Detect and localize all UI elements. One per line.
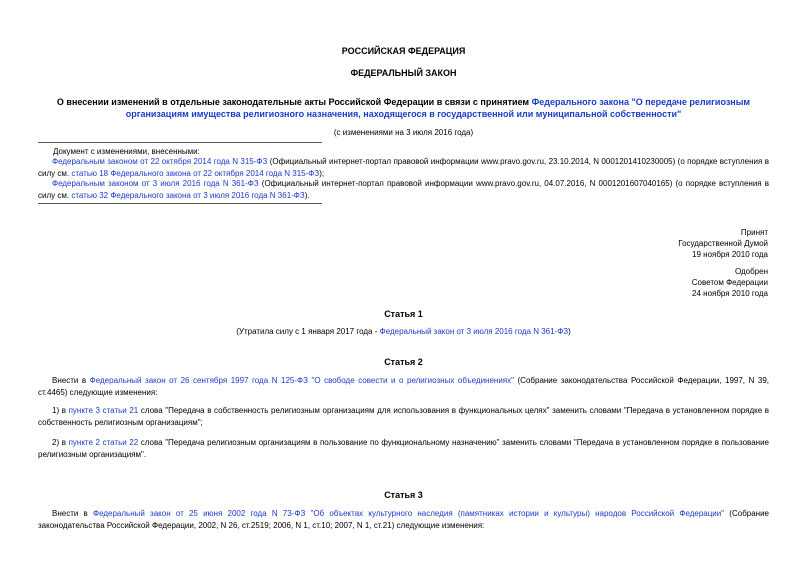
article-3-heading: Статья 3: [384, 490, 423, 500]
duma-date: 19 ноября 2010 года: [692, 250, 768, 259]
change-text-1: (Официальный интернет-портал правовой информации www.pravo.gov.ru, 23.10.2014, N 0001201410230005) (о порядке вступления в силу см.: [38, 157, 769, 178]
article-2-item-2-b: слова "Передача религиозным организациям в пользование по функциональному назначению" заменить словами "Передача в установленном порядке в пользование религиозным организациям".: [38, 438, 770, 459]
article-2-item-1-link[interactable]: пункте 3 статьи 21: [68, 406, 139, 415]
changes-item-2: [38, 178, 769, 202]
title-law-link[interactable]: Федерального закона "О передаче религиозным организациям имущества религиозного назначения, находящегося в государственной или муниципальной собственности": [125, 97, 751, 119]
article-2-item-2-link[interactable]: пункте 2 статьи 22: [68, 438, 139, 447]
accepted-label: Принят: [740, 228, 768, 237]
change-article-link-2[interactable]: статью 32 Федерального закона от 3 июля 2016 года N 361-ФЗ: [71, 191, 305, 200]
article-2-item-2: [38, 437, 769, 461]
article-1-note: (Утратила силу с 1 января 2017 года -: [236, 327, 380, 336]
change-text-2: (Официальный интернет-портал правовой информации www.pravo.gov.ru, 04.07.2016, N 0001201607040165) (о порядке вступления в силу см.: [38, 179, 769, 200]
country-heading: РОССИЙСКАЯ ФЕДЕРАЦИЯ: [341, 46, 466, 56]
changes-top-rule: [38, 142, 322, 143]
adoption-block: [678, 227, 768, 260]
change-law-link-1[interactable]: Федеральным законом от 22 октября 2014 года N 315-ФЗ: [52, 157, 268, 166]
change-law-link-2[interactable]: Федеральным законом от 3 июля 2016 года N 361-ФЗ: [52, 179, 259, 188]
article-3-intro-a: Внести в: [52, 509, 93, 518]
article-3-intro: [38, 508, 769, 532]
changes-item-1: [38, 156, 769, 180]
article-1-law-link[interactable]: Федеральный закон от 3 июля 2016 года N 361-ФЗ: [379, 327, 569, 336]
article-1-note-end: ): [568, 327, 571, 336]
change-article-link-1[interactable]: статью 18 Федерального закона от 22 октября 2014 года N 315-ФЗ: [71, 169, 320, 178]
duma-label: Государственной Думой: [678, 239, 768, 248]
article-2-item-1-b: слова "Передача в собственность религиозным организациям для использования в функциональных целях" заменить словами "Передача в установленном порядке в собственность религиозным организациям";: [38, 406, 770, 427]
article-2-law-link[interactable]: Федеральный закон от 26 сентября 1997 года N 125-ФЗ "О свободе совести и о религиозных объединениях": [89, 376, 514, 385]
article-2-item-1-a: 1) в: [52, 406, 69, 415]
changes-heading: Документ с изменениями, внесенными:: [53, 147, 200, 156]
article-2-item-1: [38, 405, 769, 429]
article-2-intro: [38, 375, 769, 399]
title-text: О внесении изменений в отдельные законодательные акты Российской Федерации в связи с принятием: [56, 97, 532, 107]
article-1-heading: Статья 1: [384, 309, 423, 319]
change-end-1: );: [319, 169, 325, 178]
approved-label: Одобрен: [734, 267, 768, 276]
document-title: [50, 96, 757, 120]
changes-bottom-rule: [38, 203, 322, 204]
article-2-intro-a: Внести в: [52, 376, 90, 385]
council-label: Советом Федерации: [691, 278, 768, 287]
article-2-item-2-a: 2) в: [52, 438, 69, 447]
approval-block: [692, 266, 768, 299]
article-2-heading: Статья 2: [384, 357, 423, 367]
article-3-intro-b: (Собрание законодательства Российской Федерации, 2002, N 26, ст.2519; 2006, N 1, ст.10; 2007, N 1, ст.21) следующие изменения:: [38, 509, 770, 530]
doc-type-heading: ФЕДЕРАЛЬНЫЙ ЗАКОН: [350, 68, 457, 78]
article-1-text: [0, 326, 807, 338]
change-end-2: ).: [304, 191, 310, 200]
council-date: 24 ноября 2010 года: [692, 289, 768, 298]
article-2-intro-b: (Собрание законодательства Российской Федерации, 1997, N 39, ст.4465) следующие изменения:: [38, 376, 769, 397]
article-3-law-link[interactable]: Федеральный закон от 25 июня 2002 года N 73-ФЗ "Об объектах культурного наследия (памятниках истории и культуры) народов Российской Федерации": [93, 509, 725, 518]
edition-note: (с изменениями на 3 июля 2016 года): [333, 128, 474, 137]
